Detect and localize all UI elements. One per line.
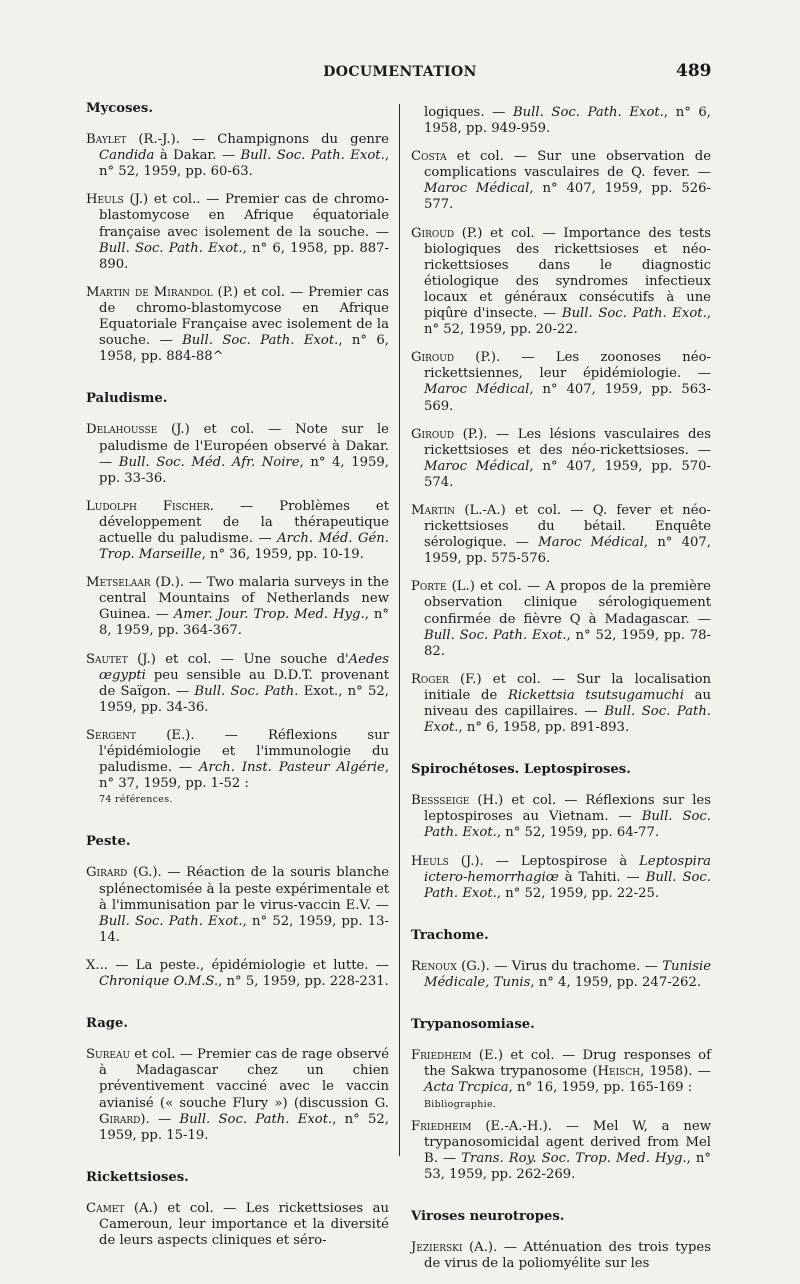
section-heading: Viroses neurotropes. [411, 1208, 565, 1224]
section-heading: Spirochétoses. Leptospiroses. [411, 762, 631, 778]
citation-details: , n° 4, 1959, pp. 247-262. [530, 975, 702, 991]
bibliography-entry [411, 793, 711, 841]
entry-text: (G.). — Réaction de la souris blanche splénectomisée à la peste expérimentale et à l'immunisation par le virus-vaccin E.V. — [99, 865, 389, 913]
bibliography-entry [86, 285, 389, 365]
entry-note: 74 références. [99, 794, 173, 806]
running-header: DOCUMENTATION [323, 64, 477, 80]
right-column [411, 105, 711, 1284]
citation-details: , n° 407, 1959, pp. 575-576. [424, 535, 711, 567]
entry-text: (J.) et col. — Une souche d' [127, 651, 349, 667]
left-column [86, 101, 389, 1261]
journal-reference: Amer. Jour. Trop. Med. Hyg. [173, 607, 365, 623]
citation-details: , n° 407, 1959, pp. 563-569. [424, 382, 711, 414]
entry-author: Camet [86, 1200, 125, 1216]
entry-text: (J.). — Leptospirose à [448, 853, 640, 869]
entry-author: Delahousse [86, 422, 158, 438]
citation-details: , n° 37, 1959, pp. 1-52 : [99, 760, 390, 792]
entry-text: et col. — Sur une observation de complications vasculaires de Q. fever. — [424, 149, 711, 181]
entry-author: Ludolph Fischer [86, 498, 210, 514]
journal-reference: Bull. Soc. Path. Exot. [99, 240, 243, 256]
citation-details: , n° 6, 1958, pp. 891-893. [458, 720, 630, 736]
entry-author: Friedheim [411, 1118, 472, 1134]
entry-italic-term: Candida [99, 148, 155, 164]
citation-details: , n° 6, 1958, pp. 949-959. [424, 105, 712, 137]
section-heading: Rickettsioses. [86, 1169, 189, 1185]
citation-details: , n° 52, 1959, pp. 22-25. [496, 885, 660, 901]
citation-details: , n° 407, 1959, pp. 526-577. [424, 181, 711, 213]
bibliography-entry [411, 1119, 711, 1183]
entry-text: à Tahiti. — [558, 869, 646, 885]
entry-text: à Dakar. — [154, 148, 241, 164]
entry-author: Martin de Mirandol [86, 284, 213, 300]
entry-text: (E.). — Réflexions sur l'épidémiologie et l'immunologie du paludisme. — [99, 727, 389, 776]
citation-details: , n° 6, 1958, pp. 887-890. [99, 240, 389, 272]
journal-reference: Bull. Soc. Path. Exot. [561, 306, 707, 322]
section-heading: Rage. [86, 1016, 129, 1032]
citation-details: , n° 52, 1959, pp. 20-22. [424, 306, 712, 338]
bibliography-entry [86, 728, 389, 792]
entry-author: Heuls [411, 853, 449, 869]
bibliography-entry [86, 1047, 389, 1144]
citation-details: , n° 52, 1959, pp. 13-14. [99, 913, 389, 945]
entry-text: (J.) et col.. — Premier cas de chromo-blastomycose en Afrique équatoriale française avec isolement de la souche. — [99, 192, 389, 240]
citation-details: , n° 53, 1959, pp. 262-269. [424, 1150, 711, 1182]
bibliography-entry [86, 499, 389, 563]
entry-text: , 1958). — [640, 1064, 711, 1080]
bibliography-entry [86, 958, 389, 990]
entry-author: Giroud [411, 350, 455, 366]
journal-reference: Chronique O.M.S. [99, 974, 219, 990]
entry-author: Porte [411, 579, 447, 595]
bibliography-entry [86, 192, 389, 272]
citation-details: , n° 16, 1959, pp. 165-169 : [508, 1080, 693, 1096]
section-heading: Trachome. [411, 927, 489, 943]
entry-italic-term: Aedes œgypti [99, 651, 389, 683]
entry-text: — La peste., épidémiologie et lutte. — [107, 957, 389, 973]
citation-details: , n° 6, 1958, pp. 884-88^ [99, 333, 389, 365]
entry-text: (P.) et col. — Importance des tests biologiques des rickettsioses et néo-rickettsioses dans le diagnostic étiologique des syndromes infectieux locaux et généraux consécutifs à une piqûre d'insecte. — [424, 225, 711, 322]
entry-text: . — Problèmes et développement de la thérapeutique actuelle du paludisme. — [99, 498, 389, 546]
journal-reference: Arch. Méd. Gén. Trop. Marseille [99, 530, 389, 563]
bibliography-entry [86, 132, 389, 180]
journal-reference: Maroc Médical [424, 181, 530, 197]
bibliography-entry [411, 854, 711, 902]
entry-author: Bessseige [411, 793, 470, 809]
entry-author: Sautet [86, 651, 128, 667]
entry-text: (P.). — Les lésions vasculaires des rickettsioses et des néo-rickettsioses. — [424, 426, 711, 458]
bibliography-entry [411, 226, 711, 339]
entry-text: (L.) et col. — A propos de la première observation clinique sérologiquement confirmée de fièvre Q à Madagascar. — [424, 579, 711, 627]
journal-reference: Maroc Médical [424, 382, 530, 398]
entry-text: (P.). — Les zoonoses néo-rickettsiennes, leur épidémiologie. — [424, 350, 711, 382]
citation-details: , n° 36, 1959, pp. 10-19. [201, 547, 364, 563]
column-divider [399, 104, 400, 1156]
cited-author: Heisch [597, 1064, 641, 1080]
journal-reference: Bull. Soc. Path. Exot. [424, 704, 711, 736]
entry-author: Sergent [86, 727, 137, 743]
bibliography-entry [411, 350, 711, 414]
entry-author: Heuls [86, 192, 124, 208]
entry-text: (H.) et col. — Réflexions sur les leptospiroses au Vietnam. — [424, 793, 711, 825]
entry-text: et col. — Premier cas de rage observé à Madagascar chez un chien préventivement vacciné avec le vaccin avianisé (« souche Flury ») (discussion G. [99, 1047, 389, 1111]
entry-note: Bibliographie. [424, 1098, 497, 1110]
journal-reference: Bull. Soc. Path. Exot. [99, 913, 243, 929]
entry-author: Giroud [411, 225, 455, 241]
journal-reference: Bull. Soc. Path. Exot. [424, 869, 711, 901]
entry-text: (P.) et col. — Premier cas de chromo-blastomycose en Afrique Equatoriale Française avec isolement de la souche. — [99, 284, 389, 349]
journal-reference: Bull. Soc. Path. Exot. [512, 105, 664, 120]
entry-continuation [411, 105, 711, 137]
entry-text: (A.). — Atténuation des trois types de virus de la poliomyélite sur les [424, 1240, 711, 1272]
entry-author: X... [86, 957, 108, 973]
entry-text: (A.) et col. — Les rickettsioses au Cameroun, leur importance et la diversité de leurs aspects cliniques et séro- [99, 1200, 389, 1249]
entry-author: Martin [411, 502, 456, 518]
entry-text: (L.-A.) et col. — Q. fever et néo-rickettsioses du bétail. Enquête sérologique. — [424, 502, 711, 551]
entry-text: (E.-A.-H.). — Mel W, a new trypanosomicidal agent derived from Mel B. — [424, 1118, 711, 1166]
citation-details: , n° 4, 1959, pp. 33-36. [99, 454, 389, 486]
bibliography-entry [411, 149, 711, 213]
entry-author: Giroud [411, 426, 455, 442]
bibliography-entry [411, 1048, 711, 1096]
bibliography-entry [411, 1240, 711, 1272]
cited-author: Girard [99, 1111, 141, 1127]
bibliography-entry [411, 427, 711, 491]
citation-details: , n° 8, 1959, pp. 364-367. [99, 607, 389, 639]
entry-author: Costa [411, 149, 447, 165]
bibliography-entry [86, 575, 389, 639]
page-number: 489 [676, 61, 712, 81]
section-heading: Paludisme. [86, 391, 168, 407]
citation-details: , n° 52, 1959, pp. 64-77. [496, 825, 660, 841]
entry-text: (J.) et col. — Note sur le paludisme de l'Européen observé à Dakar. — [99, 422, 389, 470]
journal-reference: Maroc Médical [538, 535, 644, 551]
journal-reference: Bull. Soc. Path. Exot. [424, 809, 711, 841]
entry-author: Baylet [86, 132, 127, 148]
bibliography-entry [411, 672, 711, 736]
entry-text: (D.). — Two malaria surveys in the central Mountains of Netherlands new Guinea. — [99, 575, 389, 623]
entry-text: (F.) et col. — Sur la localisation initiale de [424, 671, 711, 703]
entry-author: Roger [411, 671, 449, 687]
entry-author: Renoux [411, 958, 457, 974]
entry-text: au niveau des capillaires. — [424, 687, 711, 719]
entry-italic-term: Rickettsia tsutsugamuchi [507, 687, 684, 703]
journal-reference: Tunisie Médicale, Tunis [424, 958, 711, 991]
entry-text: (R.-J.). — Champignons du genre [126, 132, 389, 148]
journal-reference: Maroc Médical [424, 458, 530, 474]
entry-italic-term: Leptospira ictero-hemorrhagiœ [424, 853, 711, 885]
entry-text: peu sensible au D.D.T. provenant de Saïgon. — [99, 667, 389, 699]
journal-reference: Arch. Inst. Pasteur Algérie [199, 760, 385, 776]
bibliography-entry [86, 865, 389, 945]
journal-reference: Bull. Soc. Méd. Afr. Noire [118, 454, 300, 470]
journal-reference: Bull. Soc. Path. [194, 683, 299, 699]
citation-details: , n° 52, 1959, pp. 15-19. [99, 1111, 390, 1143]
entry-author: Metselaar [86, 575, 151, 591]
bibliography-entry [411, 959, 711, 991]
journal-reference: Bull. Soc. Path. Exot. [240, 148, 385, 164]
citation-details: , n° 52, 1959, pp. 78-82. [424, 627, 711, 659]
journal-reference: Bull. Soc. Path. Exot. [182, 333, 339, 349]
citation-details: , n° 52, 1959, pp. 60-63. [99, 148, 390, 180]
bibliography-entry [86, 652, 389, 716]
entry-author: Girard [86, 865, 128, 881]
section-heading: Peste. [86, 834, 131, 850]
journal-reference: Bull. Soc. Path. Exot. [424, 627, 567, 643]
entry-author: Jezierski [411, 1240, 463, 1256]
section-heading: Trypanosomiase. [411, 1017, 535, 1033]
section-heading: Mycoses. [86, 101, 153, 116]
journal-reference: Acta Trcpica [424, 1080, 509, 1096]
journal-reference: Trans. Roy. Soc. Trop. Med. Hyg. [461, 1150, 687, 1166]
entry-text: ). — [140, 1111, 180, 1127]
citation-details: Exot., n° 52, 1959, pp. 34-36. [99, 683, 389, 715]
entry-author: Friedheim [411, 1048, 472, 1064]
bibliography-entry [86, 422, 389, 486]
journal-reference: Bull. Soc. Path. Exot. [179, 1111, 333, 1127]
citation-details: , n° 407, 1959, pp. 570-574. [424, 458, 711, 490]
entry-text: logiques. — [424, 105, 513, 120]
entry-text: (E.) et col. — Drug responses of the Sakwa trypanosome ( [424, 1048, 711, 1080]
entry-author: Sureau [86, 1047, 131, 1063]
entry-text: (G.). — Virus du trachome. — [456, 958, 663, 974]
bibliography-entry [411, 579, 711, 659]
bibliography-entry [411, 503, 711, 567]
citation-details: , n° 5, 1959, pp. 228-231. [218, 974, 389, 990]
